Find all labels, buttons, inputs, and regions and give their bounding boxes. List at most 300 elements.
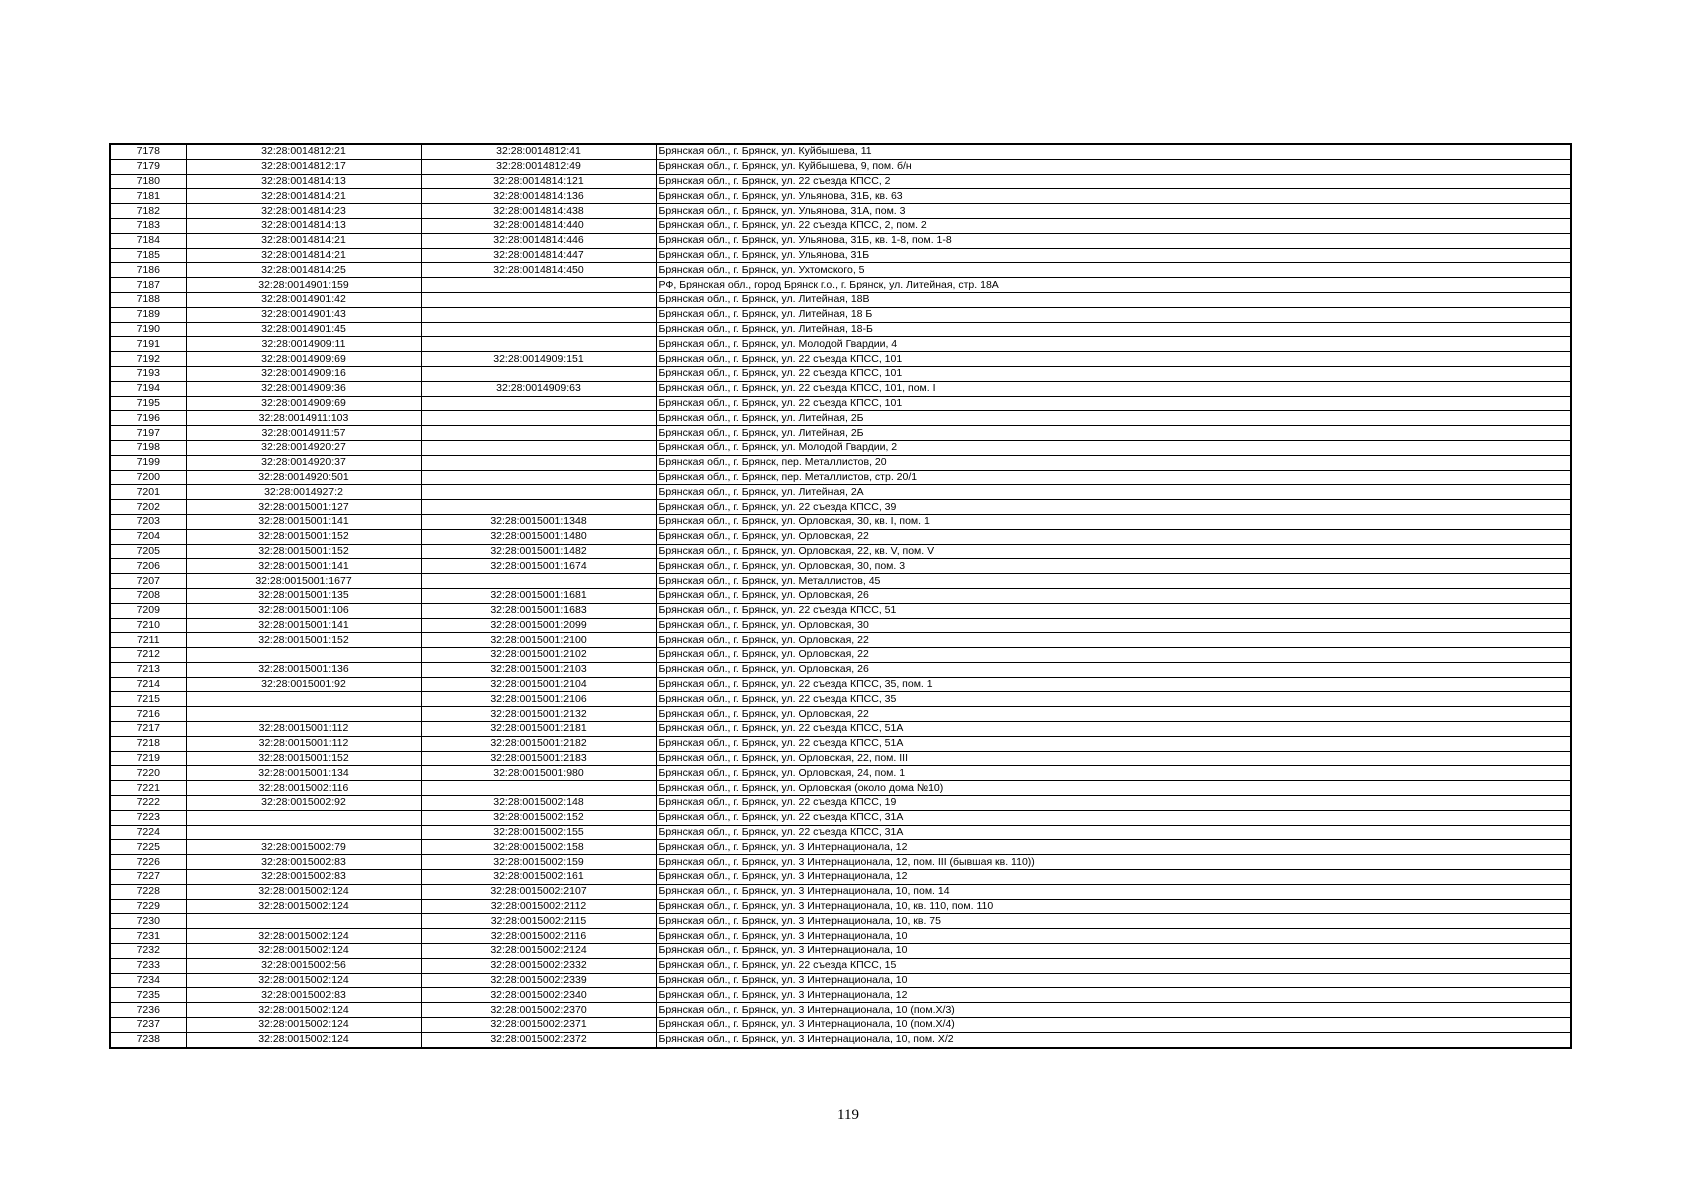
table-row: [110, 396, 1571, 411]
table-row: [110, 855, 1571, 870]
address-cell: Брянская обл., г. Брянск, пер. Металлистов, стр. 20/1: [656, 470, 1571, 485]
building-cadastral-number-cell: [421, 485, 656, 500]
building-cadastral-number-cell: [421, 500, 656, 515]
address-cell: Брянская обл., г. Брянск, ул. 3 Интернационала, 10: [656, 944, 1571, 959]
building-cadastral-number-cell: [421, 322, 656, 337]
row-number-cell: 7235: [110, 988, 186, 1003]
row-number-cell: 7215: [110, 692, 186, 707]
row-number-cell: 7223: [110, 810, 186, 825]
row-number-cell: 7190: [110, 322, 186, 337]
row-number-cell: 7222: [110, 796, 186, 811]
row-number-cell: 7221: [110, 781, 186, 796]
table-row: [110, 189, 1571, 204]
row-number-cell: 7206: [110, 559, 186, 574]
land-cadastral-number-cell: 32:28:0014814:21: [186, 248, 421, 263]
address-cell: Брянская обл., г. Брянск, ул. Орловская (около дома №10): [656, 781, 1571, 796]
address-cell: Брянская обл., г. Брянск, ул. Литейная, 18-Б: [656, 322, 1571, 337]
table-row: [110, 736, 1571, 751]
address-cell: Брянская обл., г. Брянск, ул. Орловская, 22: [656, 529, 1571, 544]
building-cadastral-number-cell: 32:28:0015001:1480: [421, 529, 656, 544]
address-cell: Брянская обл., г. Брянск, ул. 3 Интернационала, 10 (пом.Х/3): [656, 1003, 1571, 1018]
row-number-cell: 7209: [110, 603, 186, 618]
row-number-cell: 7196: [110, 411, 186, 426]
address-cell: Брянская обл., г. Брянск, ул. 22 съезда КПСС, 101: [656, 352, 1571, 367]
address-cell: Брянская обл., г. Брянск, ул. Куйбышева, 9, пом. б/н: [656, 159, 1571, 174]
table-row: [110, 366, 1571, 381]
address-cell: Брянская обл., г. Брянск, ул. Ульянова, 31Б, кв. 1-8, пом. 1-8: [656, 233, 1571, 248]
land-cadastral-number-cell: 32:28:0014911:103: [186, 411, 421, 426]
row-number-cell: 7224: [110, 825, 186, 840]
land-cadastral-number-cell: 32:28:0015001:152: [186, 633, 421, 648]
table-row: [110, 766, 1571, 781]
building-cadastral-number-cell: 32:28:0015001:2106: [421, 692, 656, 707]
table-row: [110, 381, 1571, 396]
row-number-cell: 7184: [110, 233, 186, 248]
address-cell: Брянская обл., г. Брянск, ул. Орловская, 22, кв. V, пом. V: [656, 544, 1571, 559]
row-number-cell: 7202: [110, 500, 186, 515]
building-cadastral-number-cell: 32:28:0015001:2104: [421, 677, 656, 692]
page-number: 119: [837, 1107, 859, 1123]
building-cadastral-number-cell: 32:28:0015001:2183: [421, 751, 656, 766]
land-cadastral-number-cell: 32:28:0014909:69: [186, 396, 421, 411]
table-row: [110, 707, 1571, 722]
building-cadastral-number-cell: 32:28:0015002:2112: [421, 899, 656, 914]
address-cell: Брянская обл., г. Брянск, ул. Ульянова, 31Б, кв. 63: [656, 189, 1571, 204]
building-cadastral-number-cell: 32:28:0015001:1674: [421, 559, 656, 574]
building-cadastral-number-cell: 32:28:0015002:2124: [421, 944, 656, 959]
table-row: [110, 899, 1571, 914]
building-cadastral-number-cell: 32:28:0015002:2107: [421, 884, 656, 899]
row-number-cell: 7211: [110, 633, 186, 648]
land-cadastral-number-cell: 32:28:0015001:135: [186, 588, 421, 603]
land-cadastral-number-cell: 32:28:0015002:83: [186, 988, 421, 1003]
land-cadastral-number-cell: 32:28:0014812:21: [186, 144, 421, 159]
building-cadastral-number-cell: [421, 781, 656, 796]
land-cadastral-number-cell: 32:28:0015002:79: [186, 840, 421, 855]
address-cell: Брянская обл., г. Брянск, ул. 22 съезда КПСС, 101: [656, 366, 1571, 381]
row-number-cell: 7180: [110, 174, 186, 189]
table-row: [110, 1018, 1571, 1033]
table-row: [110, 204, 1571, 219]
address-cell: Брянская обл., г. Брянск, ул. Орловская, 30, пом. 3: [656, 559, 1571, 574]
address-cell: Брянская обл., г. Брянск, ул. 22 съезда КПСС, 35: [656, 692, 1571, 707]
address-cell: Брянская обл., г. Брянск, ул. 22 съезда КПСС, 39: [656, 500, 1571, 515]
row-number-cell: 7225: [110, 840, 186, 855]
land-cadastral-number-cell: 32:28:0014901:159: [186, 278, 421, 293]
building-cadastral-number-cell: 32:28:0014909:63: [421, 381, 656, 396]
building-cadastral-number-cell: 32:28:0015002:152: [421, 810, 656, 825]
table-row: [110, 1003, 1571, 1018]
address-cell: Брянская обл., г. Брянск, ул. Орловская, 30, кв. I, пом. 1: [656, 514, 1571, 529]
building-cadastral-number-cell: 32:28:0015002:2371: [421, 1018, 656, 1033]
table-row: [110, 958, 1571, 973]
building-cadastral-number-cell: [421, 292, 656, 307]
table-row: [110, 500, 1571, 515]
address-cell: Брянская обл., г. Брянск, ул. Орловская, 30: [656, 618, 1571, 633]
row-number-cell: 7193: [110, 366, 186, 381]
row-number-cell: 7228: [110, 884, 186, 899]
table-row: [110, 781, 1571, 796]
table-row: [110, 722, 1571, 737]
building-cadastral-number-cell: 32:28:0014814:446: [421, 233, 656, 248]
land-cadastral-number-cell: 32:28:0014927:2: [186, 485, 421, 500]
address-cell: Брянская обл., г. Брянск, ул. 22 съезда КПСС, 51: [656, 603, 1571, 618]
address-cell: Брянская обл., г. Брянск, ул. 3 Интернационала, 10: [656, 973, 1571, 988]
land-cadastral-number-cell: 32:28:0015001:112: [186, 736, 421, 751]
building-cadastral-number-cell: 32:28:0015002:2339: [421, 973, 656, 988]
building-cadastral-number-cell: [421, 366, 656, 381]
table-row: [110, 292, 1571, 307]
row-number-cell: 7182: [110, 204, 186, 219]
row-number-cell: 7189: [110, 307, 186, 322]
row-number-cell: 7218: [110, 736, 186, 751]
address-cell: Брянская обл., г. Брянск, ул. 3 Интернационала, 12: [656, 988, 1571, 1003]
land-cadastral-number-cell: 32:28:0014814:13: [186, 218, 421, 233]
land-cadastral-number-cell: 32:28:0015001:141: [186, 559, 421, 574]
building-cadastral-number-cell: [421, 574, 656, 589]
land-cadastral-number-cell: 32:28:0015002:124: [186, 1018, 421, 1033]
building-cadastral-number-cell: 32:28:0015001:2102: [421, 648, 656, 663]
table-row: [110, 544, 1571, 559]
address-cell: Брянская обл., г. Брянск, ул. Орловская, 24, пом. 1: [656, 766, 1571, 781]
land-cadastral-number-cell: 32:28:0015002:124: [186, 929, 421, 944]
land-cadastral-number-cell: [186, 707, 421, 722]
table-row: [110, 884, 1571, 899]
row-number-cell: 7227: [110, 870, 186, 885]
table-row: [110, 218, 1571, 233]
land-cadastral-number-cell: 32:28:0015001:136: [186, 662, 421, 677]
table-row: [110, 233, 1571, 248]
table-row: [110, 455, 1571, 470]
table-row: [110, 662, 1571, 677]
building-cadastral-number-cell: 32:28:0014812:41: [421, 144, 656, 159]
building-cadastral-number-cell: 32:28:0015002:161: [421, 870, 656, 885]
building-cadastral-number-cell: [421, 440, 656, 455]
building-cadastral-number-cell: 32:28:0014909:151: [421, 352, 656, 367]
building-cadastral-number-cell: 32:28:0015002:148: [421, 796, 656, 811]
row-number-cell: 7203: [110, 514, 186, 529]
table-row: [110, 603, 1571, 618]
building-cadastral-number-cell: [421, 337, 656, 352]
land-cadastral-number-cell: 32:28:0015002:92: [186, 796, 421, 811]
address-cell: Брянская обл., г. Брянск, ул. 22 съезда КПСС, 51А: [656, 722, 1571, 737]
address-cell: Брянская обл., г. Брянск, ул. Ухтомского, 5: [656, 263, 1571, 278]
table-row: [110, 411, 1571, 426]
row-number-cell: 7191: [110, 337, 186, 352]
building-cadastral-number-cell: 32:28:0015002:2370: [421, 1003, 656, 1018]
table-row: [110, 677, 1571, 692]
row-number-cell: 7208: [110, 588, 186, 603]
table-row: [110, 337, 1571, 352]
address-cell: Брянская обл., г. Брянск, ул. 3 Интернационала, 12: [656, 840, 1571, 855]
building-cadastral-number-cell: 32:28:0015002:2115: [421, 914, 656, 929]
row-number-cell: 7207: [110, 574, 186, 589]
table-row: [110, 144, 1571, 159]
row-number-cell: 7237: [110, 1018, 186, 1033]
building-cadastral-number-cell: 32:28:0014814:121: [421, 174, 656, 189]
building-cadastral-number-cell: [421, 426, 656, 441]
building-cadastral-number-cell: [421, 278, 656, 293]
building-cadastral-number-cell: 32:28:0015002:2116: [421, 929, 656, 944]
land-cadastral-number-cell: 32:28:0015002:124: [186, 1032, 421, 1047]
table-row: [110, 618, 1571, 633]
row-number-cell: 7205: [110, 544, 186, 559]
table-row: [110, 514, 1571, 529]
land-cadastral-number-cell: 32:28:0014814:21: [186, 233, 421, 248]
building-cadastral-number-cell: 32:28:0015002:2340: [421, 988, 656, 1003]
land-cadastral-number-cell: 32:28:0015002:124: [186, 944, 421, 959]
land-cadastral-number-cell: 32:28:0015002:56: [186, 958, 421, 973]
land-cadastral-number-cell: 32:28:0015002:83: [186, 870, 421, 885]
row-number-cell: 7232: [110, 944, 186, 959]
land-cadastral-number-cell: 32:28:0015002:116: [186, 781, 421, 796]
address-cell: Брянская обл., г. Брянск, ул. 3 Интернационала, 12: [656, 870, 1571, 885]
address-cell: Брянская обл., г. Брянск, ул. 22 съезда КПСС, 51А: [656, 736, 1571, 751]
row-number-cell: 7230: [110, 914, 186, 929]
table-row: [110, 159, 1571, 174]
building-cadastral-number-cell: 32:28:0015001:2132: [421, 707, 656, 722]
land-cadastral-number-cell: 32:28:0014812:17: [186, 159, 421, 174]
table-row: [110, 485, 1571, 500]
building-cadastral-number-cell: 32:28:0015002:2372: [421, 1032, 656, 1047]
building-cadastral-number-cell: 32:28:0014814:438: [421, 204, 656, 219]
address-cell: Брянская обл., г. Брянск, ул. 22 съезда КПСС, 15: [656, 958, 1571, 973]
land-cadastral-number-cell: 32:28:0014814:25: [186, 263, 421, 278]
address-cell: Брянская обл., г. Брянск, ул. 3 Интернационала, 10 (пом.Х/4): [656, 1018, 1571, 1033]
land-cadastral-number-cell: [186, 810, 421, 825]
table-row: [110, 322, 1571, 337]
building-cadastral-number-cell: 32:28:0015001:2100: [421, 633, 656, 648]
row-number-cell: 7226: [110, 855, 186, 870]
table-row: [110, 810, 1571, 825]
land-cadastral-number-cell: [186, 825, 421, 840]
row-number-cell: 7231: [110, 929, 186, 944]
land-cadastral-number-cell: 32:28:0015001:112: [186, 722, 421, 737]
address-cell: Брянская обл., г. Брянск, ул. Орловская, 26: [656, 588, 1571, 603]
land-cadastral-number-cell: 32:28:0014920:501: [186, 470, 421, 485]
row-number-cell: 7216: [110, 707, 186, 722]
land-cadastral-number-cell: [186, 692, 421, 707]
building-cadastral-number-cell: 32:28:0015002:158: [421, 840, 656, 855]
building-cadastral-number-cell: 32:28:0015002:159: [421, 855, 656, 870]
address-cell: Брянская обл., г. Брянск, пер. Металлистов, 20: [656, 455, 1571, 470]
land-cadastral-number-cell: 32:28:0015001:152: [186, 529, 421, 544]
address-cell: Брянская обл., г. Брянск, ул. Литейная, 18 Б: [656, 307, 1571, 322]
row-number-cell: 7219: [110, 751, 186, 766]
building-cadastral-number-cell: [421, 470, 656, 485]
address-cell: Брянская обл., г. Брянск, ул. Куйбышева, 11: [656, 144, 1571, 159]
table-row: [110, 914, 1571, 929]
row-number-cell: 7199: [110, 455, 186, 470]
address-cell: Брянская обл., г. Брянск, ул. Орловская, 22: [656, 648, 1571, 663]
land-cadastral-number-cell: 32:28:0014920:37: [186, 455, 421, 470]
row-number-cell: 7229: [110, 899, 186, 914]
table-row: [110, 440, 1571, 455]
table-row: [110, 307, 1571, 322]
row-number-cell: 7212: [110, 648, 186, 663]
row-number-cell: 7236: [110, 1003, 186, 1018]
building-cadastral-number-cell: 32:28:0015001:1348: [421, 514, 656, 529]
building-cadastral-number-cell: 32:28:0015002:2332: [421, 958, 656, 973]
land-cadastral-number-cell: 32:28:0015001:141: [186, 618, 421, 633]
building-cadastral-number-cell: 32:28:0015001:2181: [421, 722, 656, 737]
row-number-cell: 7204: [110, 529, 186, 544]
row-number-cell: 7210: [110, 618, 186, 633]
row-number-cell: 7233: [110, 958, 186, 973]
land-cadastral-number-cell: 32:28:0014901:43: [186, 307, 421, 322]
row-number-cell: 7214: [110, 677, 186, 692]
address-cell: Брянская обл., г. Брянск, ул. 3 Интернационала, 10, пом. Х/2: [656, 1032, 1571, 1047]
land-cadastral-number-cell: 32:28:0014909:11: [186, 337, 421, 352]
land-cadastral-number-cell: 32:28:0015002:124: [186, 899, 421, 914]
address-cell: Брянская обл., г. Брянск, ул. 3 Интернационала, 10, кв. 110, пом. 110: [656, 899, 1571, 914]
land-cadastral-number-cell: 32:28:0014920:27: [186, 440, 421, 455]
address-cell: РФ, Брянская обл., город Брянск г.о., г. Брянск, ул. Литейная, стр. 18А: [656, 278, 1571, 293]
address-cell: Брянская обл., г. Брянск, ул. Молодой Гвардии, 4: [656, 337, 1571, 352]
address-cell: Брянская обл., г. Брянск, ул. 3 Интернационала, 12, пом. III (бывшая кв. 110)): [656, 855, 1571, 870]
table-row: [110, 929, 1571, 944]
land-cadastral-number-cell: 32:28:0015001:141: [186, 514, 421, 529]
row-number-cell: 7195: [110, 396, 186, 411]
address-cell: Брянская обл., г. Брянск, ул. 22 съезда КПСС, 101, пом. I: [656, 381, 1571, 396]
table-row: [110, 174, 1571, 189]
table-row: [110, 988, 1571, 1003]
address-cell: Брянская обл., г. Брянск, ул. 22 съезда КПСС, 35, пом. 1: [656, 677, 1571, 692]
table-row: [110, 278, 1571, 293]
address-cell: Брянская обл., г. Брянск, ул. 22 съезда КПСС, 31А: [656, 810, 1571, 825]
land-cadastral-number-cell: 32:28:0014814:13: [186, 174, 421, 189]
building-cadastral-number-cell: 32:28:0014814:450: [421, 263, 656, 278]
land-cadastral-number-cell: 32:28:0015002:83: [186, 855, 421, 870]
row-number-cell: 7217: [110, 722, 186, 737]
land-cadastral-number-cell: 32:28:0014814:23: [186, 204, 421, 219]
building-cadastral-number-cell: 32:28:0014812:49: [421, 159, 656, 174]
land-cadastral-number-cell: 32:28:0015001:152: [186, 751, 421, 766]
land-cadastral-number-cell: 32:28:0015001:134: [186, 766, 421, 781]
land-cadastral-number-cell: 32:28:0015001:106: [186, 603, 421, 618]
address-cell: Брянская обл., г. Брянск, ул. Литейная, 18В: [656, 292, 1571, 307]
row-number-cell: 7179: [110, 159, 186, 174]
land-cadastral-number-cell: 32:28:0014814:21: [186, 189, 421, 204]
address-cell: Брянская обл., г. Брянск, ул. 3 Интернационала, 10: [656, 929, 1571, 944]
land-cadastral-number-cell: 32:28:0014909:69: [186, 352, 421, 367]
row-number-cell: 7213: [110, 662, 186, 677]
building-cadastral-number-cell: [421, 455, 656, 470]
row-number-cell: 7186: [110, 263, 186, 278]
row-number-cell: 7192: [110, 352, 186, 367]
address-cell: Брянская обл., г. Брянск, ул. 3 Интернационала, 10, пом. 14: [656, 884, 1571, 899]
address-cell: Брянская обл., г. Брянск, ул. 22 съезда КПСС, 2: [656, 174, 1571, 189]
table-row: [110, 263, 1571, 278]
building-cadastral-number-cell: 32:28:0014814:447: [421, 248, 656, 263]
land-cadastral-number-cell: 32:28:0014901:45: [186, 322, 421, 337]
address-cell: Брянская обл., г. Брянск, ул. Молодой Гвардии, 2: [656, 440, 1571, 455]
row-number-cell: 7185: [110, 248, 186, 263]
table-row: [110, 574, 1571, 589]
building-cadastral-number-cell: 32:28:0014814:136: [421, 189, 656, 204]
land-cadastral-number-cell: 32:28:0015002:124: [186, 1003, 421, 1018]
row-number-cell: 7234: [110, 973, 186, 988]
table-row: [110, 648, 1571, 663]
building-cadastral-number-cell: 32:28:0015001:1683: [421, 603, 656, 618]
land-cadastral-number-cell: 32:28:0014909:16: [186, 366, 421, 381]
row-number-cell: 7200: [110, 470, 186, 485]
land-cadastral-number-cell: 32:28:0015001:152: [186, 544, 421, 559]
land-cadastral-number-cell: 32:28:0014901:42: [186, 292, 421, 307]
table-row: [110, 248, 1571, 263]
land-cadastral-number-cell: 32:28:0015002:124: [186, 973, 421, 988]
row-number-cell: 7197: [110, 426, 186, 441]
address-cell: Брянская обл., г. Брянск, ул. Ульянова, 31А, пом. 3: [656, 204, 1571, 219]
land-cadastral-number-cell: 32:28:0014909:36: [186, 381, 421, 396]
row-number-cell: 7198: [110, 440, 186, 455]
row-number-cell: 7181: [110, 189, 186, 204]
land-cadastral-number-cell: 32:28:0015002:124: [186, 884, 421, 899]
table-row: [110, 973, 1571, 988]
table-row: [110, 529, 1571, 544]
address-cell: Брянская обл., г. Брянск, ул. Литейная, 2А: [656, 485, 1571, 500]
table-row: [110, 944, 1571, 959]
address-cell: Брянская обл., г. Брянск, ул. Литейная, 2Б: [656, 411, 1571, 426]
row-number-cell: 7183: [110, 218, 186, 233]
address-cell: Брянская обл., г. Брянск, ул. Орловская, 22: [656, 707, 1571, 722]
address-cell: Брянская обл., г. Брянск, ул. Литейная, 2Б: [656, 426, 1571, 441]
building-cadastral-number-cell: 32:28:0015001:2182: [421, 736, 656, 751]
row-number-cell: 7201: [110, 485, 186, 500]
row-number-cell: 7187: [110, 278, 186, 293]
row-number-cell: 7178: [110, 144, 186, 159]
address-cell: Брянская обл., г. Брянск, ул. 3 Интернационала, 10, кв. 75: [656, 914, 1571, 929]
table-row: [110, 825, 1571, 840]
table-row: [110, 870, 1571, 885]
table-row: [110, 633, 1571, 648]
address-cell: Брянская обл., г. Брянск, ул. Орловская, 22: [656, 633, 1571, 648]
row-number-cell: 7194: [110, 381, 186, 396]
land-cadastral-number-cell: 32:28:0015001:1677: [186, 574, 421, 589]
address-cell: Брянская обл., г. Брянск, ул. 22 съезда КПСС, 19: [656, 796, 1571, 811]
row-number-cell: 7220: [110, 766, 186, 781]
building-cadastral-number-cell: [421, 307, 656, 322]
table-row: [110, 1032, 1571, 1047]
building-cadastral-number-cell: 32:28:0015001:2103: [421, 662, 656, 677]
land-cadastral-number-cell: 32:28:0015001:127: [186, 500, 421, 515]
building-cadastral-number-cell: 32:28:0015001:980: [421, 766, 656, 781]
table-row: [110, 751, 1571, 766]
table-row: [110, 796, 1571, 811]
row-number-cell: 7238: [110, 1032, 186, 1047]
address-cell: Брянская обл., г. Брянск, ул. 22 съезда КПСС, 2, пом. 2: [656, 218, 1571, 233]
table-row: [110, 692, 1571, 707]
address-cell: Брянская обл., г. Брянск, ул. Орловская, 26: [656, 662, 1571, 677]
building-cadastral-number-cell: 32:28:0015002:155: [421, 825, 656, 840]
row-number-cell: 7188: [110, 292, 186, 307]
table-row: [110, 470, 1571, 485]
land-cadastral-number-cell: 32:28:0015001:92: [186, 677, 421, 692]
building-cadastral-number-cell: [421, 396, 656, 411]
address-cell: Брянская обл., г. Брянск, ул. Ульянова, 31Б: [656, 248, 1571, 263]
land-cadastral-number-cell: 32:28:0014911:57: [186, 426, 421, 441]
table-body: [110, 144, 1571, 1048]
land-cadastral-number-cell: [186, 914, 421, 929]
address-cell: Брянская обл., г. Брянск, ул. Металлистов, 45: [656, 574, 1571, 589]
land-cadastral-number-cell: [186, 648, 421, 663]
building-cadastral-number-cell: 32:28:0014814:440: [421, 218, 656, 233]
table-row: [110, 588, 1571, 603]
address-cell: Брянская обл., г. Брянск, ул. Орловская, 22, пом. III: [656, 751, 1571, 766]
building-cadastral-number-cell: 32:28:0015001:1681: [421, 588, 656, 603]
building-cadastral-number-cell: 32:28:0015001:2099: [421, 618, 656, 633]
table-row: [110, 559, 1571, 574]
